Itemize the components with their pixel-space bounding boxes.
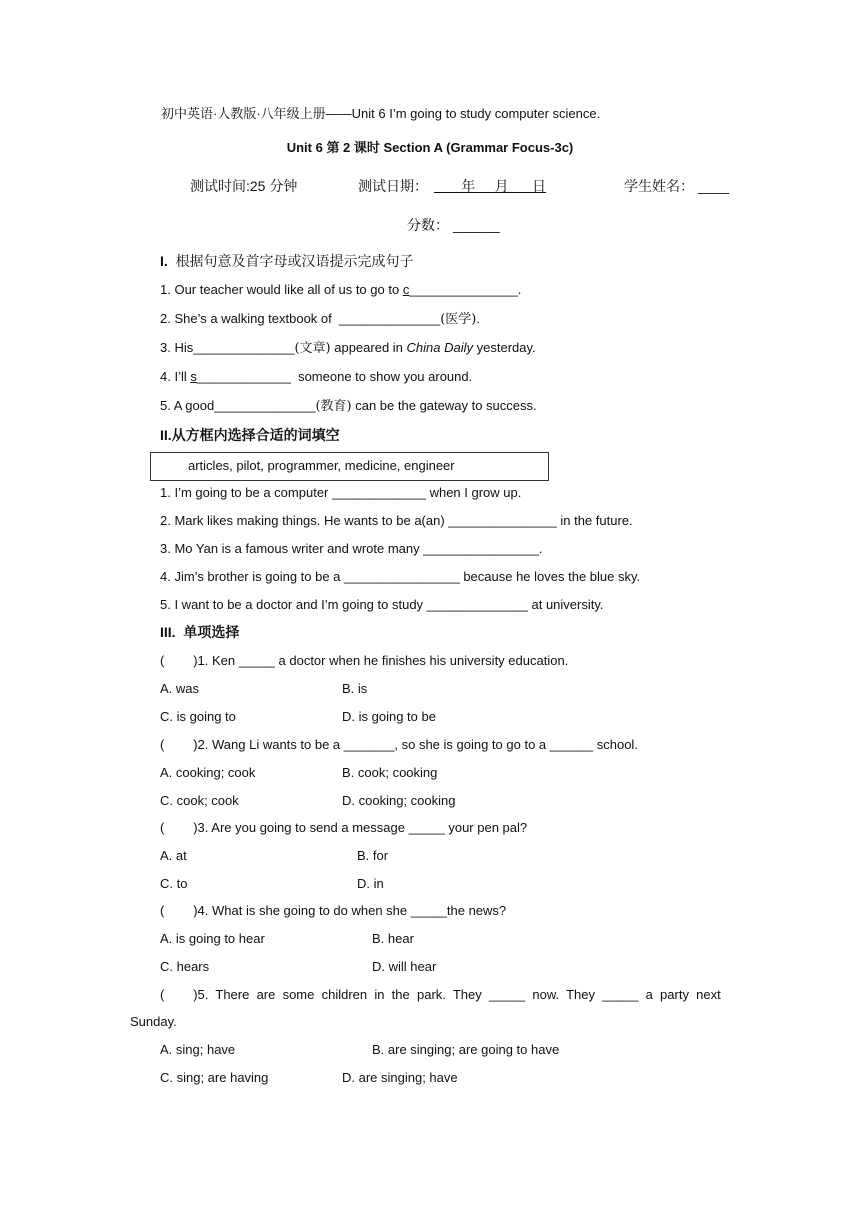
q4-option-c: C. hears <box>160 959 210 974</box>
q5-stem: ( )5. There are some children in the park. They _____ now. They _____ a party next <box>160 987 721 1002</box>
q1-option-c: C. is going to <box>160 709 236 724</box>
q2-option-b: B. cook; cooking <box>342 765 438 780</box>
test-date-blank: 年 月 日 <box>434 178 547 194</box>
score-label: 分数： <box>407 217 449 233</box>
q3-option-c: C. to <box>160 876 188 891</box>
q1-stem: ( )1. Ken _____ a doctor when he finishes his university education. <box>160 653 569 668</box>
section1-title: 根据句意及首字母或汉语提示完成句子 <box>175 254 414 270</box>
course-title: 初中英语·人教版·八年级上册——Unit 6 I’m going to study computer science. <box>161 106 601 121</box>
q5-option-a: A. sing; have <box>160 1042 236 1057</box>
q3-option-b: B. for <box>357 848 389 863</box>
q4-option-a: A. is going to hear <box>160 931 265 946</box>
section2-item-2: 2. Mark likes making things. He wants to be a(an) _______________ in the future. <box>160 513 633 528</box>
q5-option-b: B. are singing; are going to have <box>372 1042 560 1057</box>
test-date-label: 测试日期： <box>358 178 428 194</box>
section1-item-2: 2. She’s a walking textbook of ______________(医学). <box>160 311 480 327</box>
student-name-label: 学生姓名： <box>624 178 694 194</box>
q1-option-d: D. is going to be <box>342 709 436 724</box>
q1-option-b: B. is <box>342 681 368 696</box>
section1-item-1: 1. Our teacher would like all of us to go to c_______________. <box>160 282 522 297</box>
q1-option-a: A. was <box>160 681 200 696</box>
q4-option-d: D. will hear <box>372 959 437 974</box>
q2-option-d: D. cooking; cooking <box>342 793 456 808</box>
q5-option-c: C. sing; are having <box>160 1070 269 1085</box>
word-box <box>150 452 549 481</box>
q4-stem: ( )4. What is she going to do when she _____the news? <box>160 903 507 918</box>
q2-stem: ( )2. Wang Li wants to be a _______, so she is going to go to a ______ school. <box>160 737 638 752</box>
q5-option-d: D. are singing; have <box>342 1070 458 1085</box>
lesson-title: Unit 6 第 2 课时 Section A (Grammar Focus-3c) <box>286 140 574 155</box>
word-box-words: articles, pilot, programmer, medicine, engineer <box>188 458 455 473</box>
q2-option-a: A. cooking; cook <box>160 765 256 780</box>
section2-item-5: 5. I want to be a doctor and I’m going to study ______________ at university. <box>160 597 604 612</box>
section1-number: I. <box>160 253 168 269</box>
section2-item-1: 1. I’m going to be a computer _____________ when I grow up. <box>160 485 522 500</box>
q4-option-b: B. hear <box>372 931 414 946</box>
score-blank: ______ <box>453 217 500 233</box>
test-time-label: 测试时间:25 分钟 <box>190 178 298 194</box>
section3-number: III. <box>160 624 176 640</box>
section1-heading <box>160 253 414 270</box>
section1-item-4: 4. I’ll s_____________ someone to show you around. <box>160 369 473 384</box>
section1-item-5: 5. A good______________(教育) can be the gateway to success. <box>160 398 537 414</box>
q3-option-d: D. in <box>357 876 384 891</box>
q5-stem-continued: Sunday. <box>130 1014 177 1029</box>
q3-stem: ( )3. Are you going to send a message _____ your pen pal? <box>160 820 528 835</box>
section2-item-3: 3. Mo Yan is a famous writer and wrote many ________________. <box>160 541 543 556</box>
section3-title: 单项选择 <box>183 624 240 640</box>
section2-item-4: 4. Jim’s brother is going to be a ________________ because he loves the blue sky. <box>160 569 641 584</box>
q2-option-c: C. cook; cook <box>160 793 239 808</box>
section1-item-3: 3. His______________(文章) appeared in China Daily yesterday. <box>160 340 536 356</box>
section2-title: 从方框内选择合适的词填空 <box>171 427 340 443</box>
section3-heading <box>160 624 239 640</box>
section2-heading <box>160 427 340 443</box>
section2-number: II. <box>160 427 172 443</box>
q3-option-a: A. at <box>160 848 187 863</box>
student-name-blank: ____ <box>698 178 730 194</box>
